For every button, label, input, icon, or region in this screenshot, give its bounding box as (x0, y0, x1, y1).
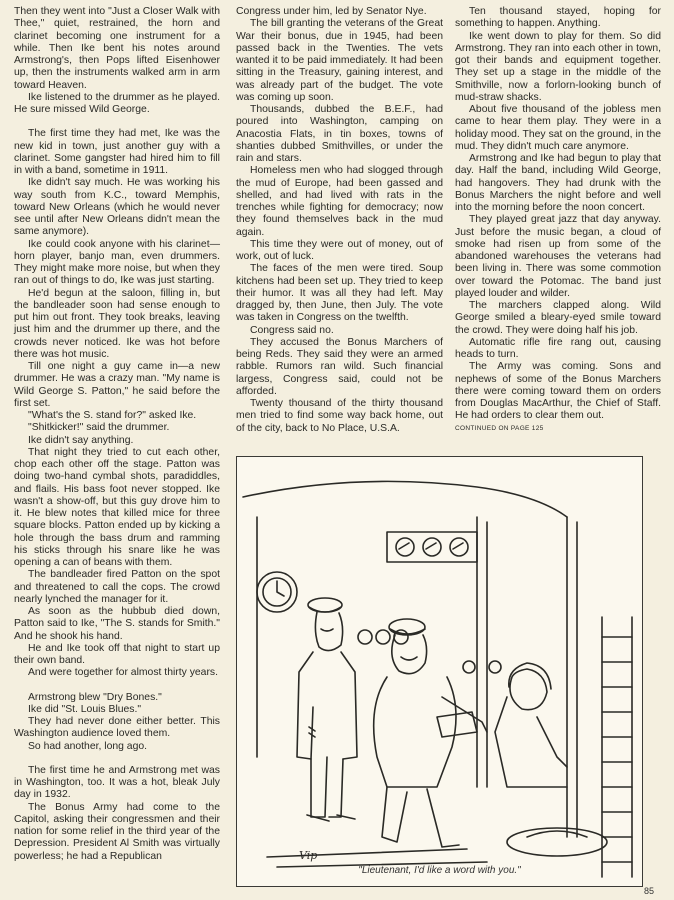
cartoon-caption: "Lieutenant, I'd like a word with you." (358, 865, 521, 876)
paragraph: Ike didn't say anything. (28, 434, 134, 446)
paragraph: The marchers clapped along. Wild George smiled a bleary-eyed smile toward the crowd. They were doing half his job. (455, 300, 661, 336)
paragraph: The bill granting the veterans of the Great War their bonus, due in 1945, had been passed back in the Twenties. The vets wanted it to be paid immediately. It had been sitting in the Treasury, gaining interest, and was already part of the budget. The vote was coming up soon. (236, 18, 443, 103)
paragraph: The faces of the men were tired. Soup kitchens had been set up. They tried to keep their humor. It was all they had left. May dragged by, then June, then July. The vote was taken in Congress on the twelfth. (236, 263, 443, 324)
paragraph: Till one night a guy came in—a new drummer. He was a crazy man. "My name is Wild George S. Patton," he said before the first set. (14, 361, 220, 409)
paragraph: Then they went into "Just a Closer Walk with Thee," quiet, restrained, the horn and clarinet becoming one instrument for a while. Then Ike bent his notes around Armstrong's, then Pops lifted Eisenhower up, then the instruments walked arm in arm toward Heaven. (14, 6, 220, 91)
continued-note: CONTINUED ON PAGE 125 (455, 424, 544, 432)
text-column-right (455, 6, 661, 435)
paragraph: Ike listened to the drummer as he played. He sure missed Wild George. (14, 91, 220, 115)
paragraph: Thousands, dubbed the B.E.F., had poured into Washington, camping on Anacostia Flats, in tin boxes, towns of shanties dubbed Smithvilles, or under the rain and stars. (236, 104, 443, 164)
paragraph: About five thousand of the jobless men came to hear them play. They were in a holiday mood. They sat on the ground, in the mud. They didn't much care anymore. (455, 104, 661, 152)
paragraph: They had never done either better. This Washington audience loved them. (14, 716, 220, 740)
artist-signature: Vip (299, 849, 318, 862)
paragraph: The first time they had met, Ike was the new kid in town, just another guy with a clarinet. Some gangster had hired him to fill in with a band, sometime in 1911. (14, 128, 220, 176)
paragraph: Congress said no. (250, 324, 334, 336)
paragraph: The bandleader fired Patton on the spot and threatened to call the cops. The crowd nearly lynched the manager for it. (14, 569, 220, 605)
paragraph: This time they were out of money, out of work, out of luck. (236, 238, 443, 262)
text-column-middle (236, 6, 443, 435)
paragraph: Ike could cook anyone with his clarinet—horn player, banjo man, even drummers. They might make more noise, but when they ran out of things to do, Ike was just starting. (14, 238, 220, 287)
paragraph: Congress under him, led by Senator Nye. (236, 6, 427, 17)
paragraph: They accused the Bonus Marchers of being Reds. They said they were an armed rabble. Rumors ran wild. Such financial largess, Congress said, could not be afforded. (236, 336, 443, 397)
page-number: 85 (643, 886, 654, 896)
paragraph: Automatic rifle fire rang out, causing heads to turn. (455, 336, 661, 360)
paragraph: And were together for almost thirty years. (28, 667, 218, 679)
paragraph: Homeless men who had slogged through the mud of Europe, had been gassed and shelled, and had lived with rats in the trenches while fighting for democracy; now they found themselves back in the mud again. (236, 165, 443, 238)
paragraph: Ten thousand stayed, hoping for something to happen. Anything. (455, 6, 661, 30)
paragraph: As soon as the hubbub died down, Patton said to Ike, "The S. stands for Smith." And he shook his hand. (14, 606, 220, 642)
paragraph: Ike didn't say much. He was working his way south from K.C., toward Memphis, toward New Orleans (which he would never see until after New Orleans didn't mean the same anymore). (14, 177, 220, 238)
paragraph: "What's the S. stand for?" asked Ike. (28, 410, 197, 421)
paragraph: So had another, long ago. (28, 740, 148, 752)
paragraph: Armstrong and Ike had begun to play that day. Half the band, including Wild George, had hangovers. They had drunk with the Bonus Marchers the night before and well into the morning before the noon concert. (455, 153, 661, 213)
paragraph: The Bonus Army had come to the Capitol, asking their congressmen and their nation for some relief in the third year of the Depression. President Al Smith was virtually powerless; he had a Republican (14, 801, 220, 862)
paragraph: Ike did "St. Louis Blues." (28, 703, 142, 715)
paragraph: Armstrong blew "Dry Bones." (28, 691, 162, 703)
paragraph: That night they tried to cut each other, chop each other off the stage. Patton was doing two-hand cymbal shots, paradiddles, and flails. His bass foot never stopped. Ike wasn't a show-off, but this guy drove him to it. He blew notes that killed mice for three square blocks. Patton ended up by kicking a hole through the bass drum and ramming his sticks through his snare like he was opening a can of beans with them. (14, 446, 220, 568)
paragraph: Ike went down to play for them. So did Armstrong. They ran into each other in town, got their bands and equipment together. They set up a stage in the middle of the Smithville, now a forlorn-looking bunch of mud-straw shacks. (455, 30, 661, 103)
paragraph: "Shitkicker!" said the drummer. (28, 422, 170, 434)
paragraph: He'd begun at the saloon, filling in, but the bandleader soon had sense enough to put him out front. They took breaks, leaving just him and the drummer up there, and the crowds never noticed. Ike was hot before there was hot music. (14, 287, 220, 360)
paragraph: The Army was coming. Sons and nephews of some of the Bonus Marchers there were coming toward them on orders from Douglas MacArthur, the Chief of Staff. He had orders to clear them out. (455, 361, 661, 422)
text-column-left (14, 6, 220, 863)
cartoon-drawing (237, 457, 642, 886)
paragraph: He and Ike took off that night to start up their own band. (14, 642, 220, 666)
paragraph: The first time he and Armstrong met was in Washington, too. It was a hot, bleak July day in 1932. (14, 764, 220, 801)
cartoon-illustration (236, 456, 643, 887)
paragraph: Twenty thousand of the thirty thousand men tried to find some way back home, out of the city, back to No Place, U.S.A. (236, 398, 443, 434)
paragraph: They played great jazz that day anyway. Just before the music began, a cloud of smoke had risen up from some of the abandoned warehouses the veterans had been living in. There was some commotion over toward the Potomac. The band just played louder and wilder. (455, 214, 661, 299)
